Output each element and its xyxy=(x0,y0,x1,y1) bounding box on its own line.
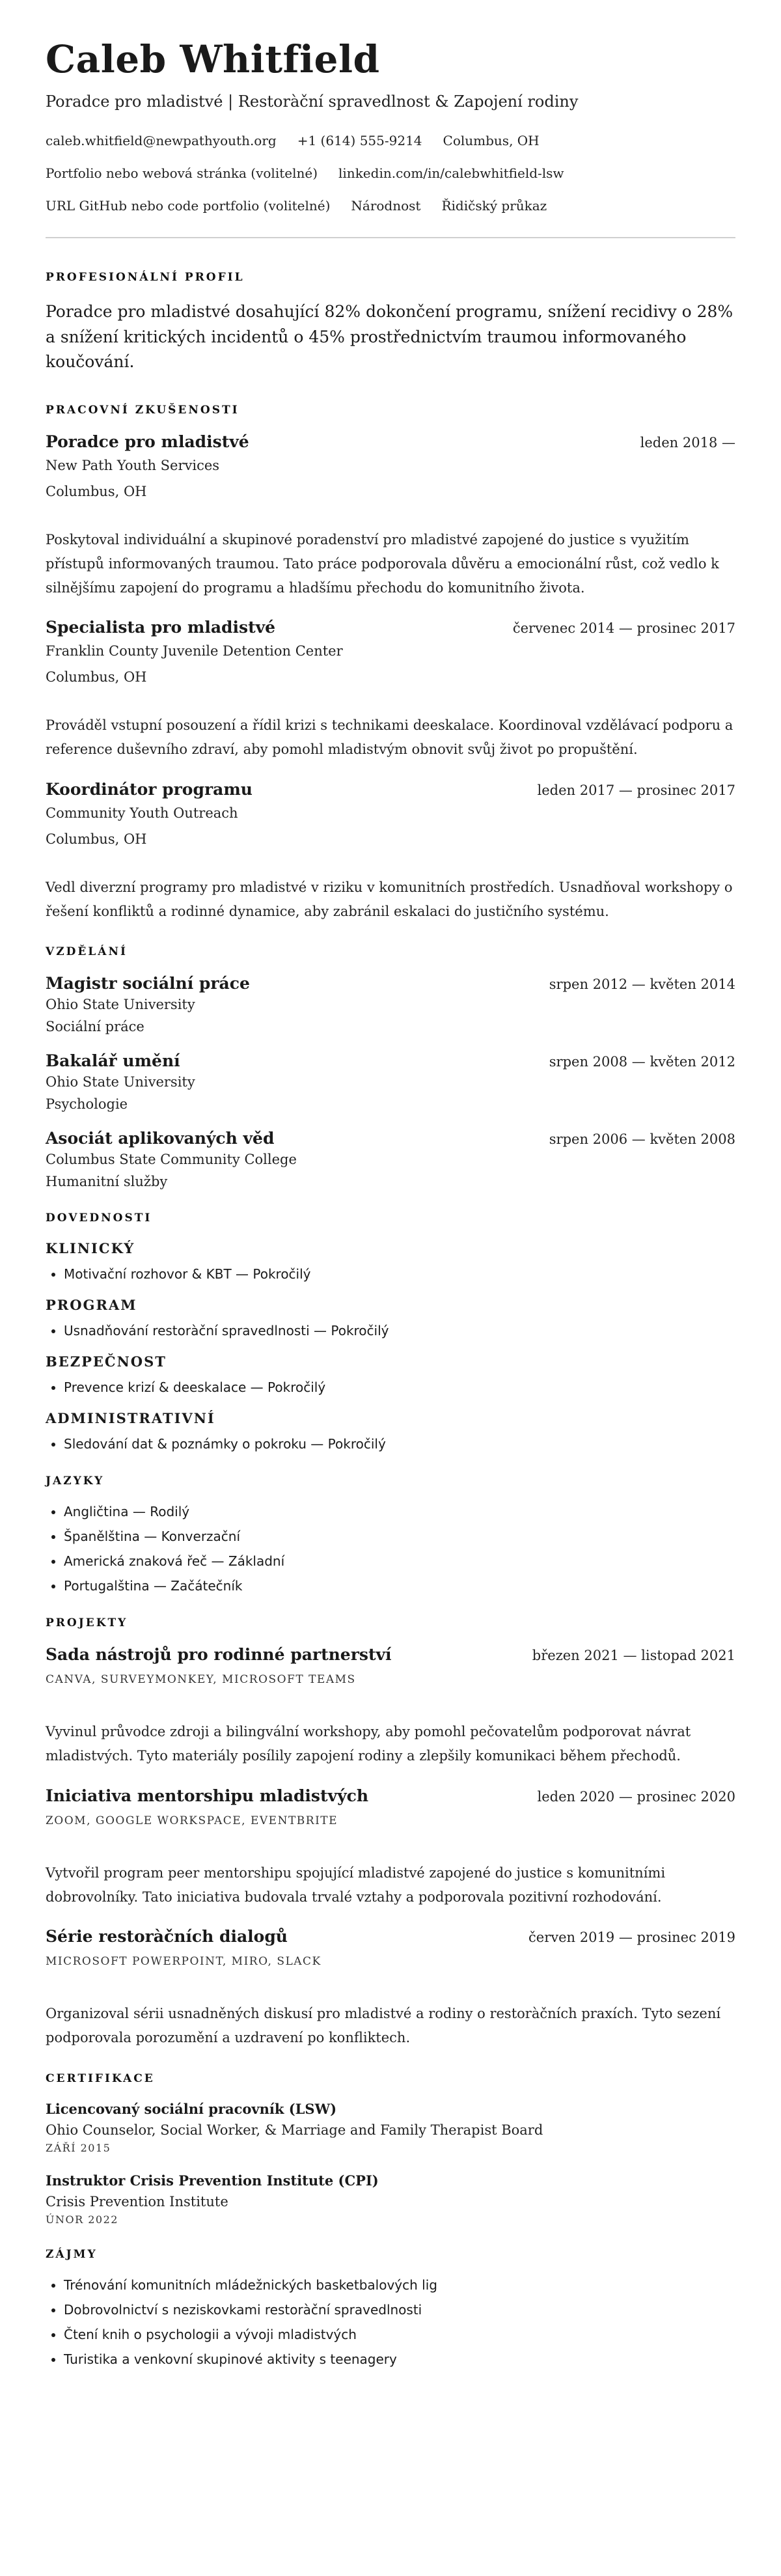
job-title: Koordinátor programu xyxy=(46,779,253,799)
project-entry xyxy=(46,1645,735,1768)
certification-entry xyxy=(46,2172,735,2226)
experience-entry xyxy=(46,618,735,762)
education-entry xyxy=(46,1129,735,1189)
project-entry xyxy=(46,1927,735,2050)
project-description: Vyvinul průvodce zdroji a bilingvální workshopy, aby pomohl pečovatelům podporovat návrat mladistvých. Tyto materiály posílily zapojení rodiny a zlepšily komunikaci během přechodů. xyxy=(46,1724,691,1764)
profile-summary: Poradce pro mladistvé dosahující 82% dokončení programu, snížení recidivy o 28% a snížení kritických incidentů o 45% prostřednictvím traumou informovaného koučování. xyxy=(46,301,733,372)
degree-title: Magistr sociální práce xyxy=(46,974,250,993)
skill-category: ADMINISTRATIVNÍ xyxy=(46,1410,215,1427)
nationality-text: Národnost xyxy=(351,197,421,214)
school-name: Ohio State University xyxy=(46,1074,195,1090)
job-date: červenec 2014 — prosinec 2017 xyxy=(512,620,735,637)
license-text: Řidičský průkaz xyxy=(441,197,547,214)
project-description: Organizoval sérii usnadněných diskusí pro mladistvé a rodiny o restoràčních praxích. Tyto sezení podporovala porozumění a uzdravení po konfliktech. xyxy=(46,2006,721,2046)
experience-heading: PRACOVNÍ ZKUŠENOSTI xyxy=(46,404,240,417)
projects-section xyxy=(46,1616,735,2050)
github-link[interactable]: URL GitHub nebo code portfolio (volitelné) xyxy=(46,197,331,214)
certification-date: ÚNOR 2022 xyxy=(46,2213,118,2226)
certifications-section xyxy=(46,2072,735,2226)
job-location: Columbus, OH xyxy=(46,831,147,847)
job-date: leden 2017 — prosinec 2017 xyxy=(537,782,735,798)
job-company: Franklin County Juvenile Detention Center xyxy=(46,643,343,659)
skill-category: KLINICKÝ xyxy=(46,1240,135,1257)
school-name: Columbus State Community College xyxy=(46,1152,297,1168)
interest-item: • Dobrovolnictví s neziskovkami restoràční spravedlnosti xyxy=(64,2301,735,2318)
education-entry xyxy=(46,1051,735,1112)
skill-group xyxy=(46,1410,735,1452)
certification-issuer: Crisis Prevention Institute xyxy=(46,2193,228,2209)
skill-item: • Sledování dat & poznámky o pokroku — Pokročilý xyxy=(64,1435,735,1452)
portfolio-link[interactable]: Portfolio nebo webová stránka (volitelné) xyxy=(46,165,318,181)
skill-group xyxy=(46,1353,735,1396)
language-item: • Španělština — Konverzační xyxy=(64,1528,735,1545)
skill-item: • Motivační rozhovor & KBT — Pokročilý xyxy=(64,1266,735,1282)
project-date: březen 2021 — listopad 2021 xyxy=(532,1648,735,1664)
certification-name: Licencovaný sociální pracovník (LSW) xyxy=(46,2100,337,2117)
candidate-name: Caleb Whitfield xyxy=(46,37,380,81)
job-date: leden 2018 — xyxy=(640,435,735,451)
certifications-heading: CERTIFIKACE xyxy=(46,2071,155,2085)
profile-section xyxy=(46,271,735,375)
project-date: leden 2020 — prosinec 2020 xyxy=(537,1788,735,1805)
degree-date: srpen 2012 — květen 2014 xyxy=(549,976,735,993)
school-name: Ohio State University xyxy=(46,997,195,1013)
contact-row-extra xyxy=(46,198,735,214)
skill-item: • Usnadňování restoràční spravedlnosti — Pokročilý xyxy=(64,1322,735,1339)
project-title: Sada nástrojů pro rodinné partnerství xyxy=(46,1645,392,1665)
job-title: Specialista pro mladistvé xyxy=(46,618,276,637)
education-section xyxy=(46,945,735,1189)
language-item: • Americká znaková řeč — Základní xyxy=(64,1553,735,1570)
header-divider xyxy=(46,237,735,238)
education-entry xyxy=(46,974,735,1034)
skills-heading: DOVEDNOSTI xyxy=(46,1212,152,1225)
degree-date: srpen 2006 — květen 2008 xyxy=(549,1131,735,1148)
job-location: Columbus, OH xyxy=(46,484,147,500)
degree-title: Bakalář umění xyxy=(46,1051,180,1071)
phone-text: +1 (614) 555-9214 xyxy=(297,132,422,148)
job-title: Poradce pro mladistvé xyxy=(46,432,249,452)
project-title: Série restoràčních dialogů xyxy=(46,1927,288,1946)
job-description: Prováděl vstupní posouzení a řídil krizi s technikami deeskalace. Koordinoval vzdělávací podporu a reference duševního zdraví, aby pomohl mladistvým obnovit svůj život po propuštění. xyxy=(46,717,733,758)
field-of-study: Sociální práce xyxy=(46,1019,144,1035)
language-item: • Angličtina — Rodilý xyxy=(64,1503,735,1520)
project-tools: MICROSOFT POWERPOINT, MIRO, SLACK xyxy=(46,1955,322,1969)
headline: Poradce pro mladistvé | Restoràční spravedlnost & Zapojení rodiny xyxy=(46,92,579,111)
interest-item: • Turistika a venkovní skupinové aktivity s teenagery xyxy=(64,2351,735,2368)
degree-title: Asociát aplikovaných věd xyxy=(46,1129,275,1148)
interests-heading: ZÁJMY xyxy=(46,2247,98,2261)
interests-list xyxy=(46,2277,735,2368)
job-description: Poskytoval individuální a skupinové poradenství pro mladistvé zapojené do justice s využitím přístupů informovaných traumou. Tato práce podporovala důvěru a emocionální růst, což vedlo k silnějšímu zapojení do programu a hladšímu přechodu do komunitního života. xyxy=(46,532,719,596)
language-item: • Portugalština — Začátečník xyxy=(64,1577,735,1594)
project-date: červen 2019 — prosinec 2019 xyxy=(528,1930,735,1946)
contact-row-primary xyxy=(46,133,735,148)
skill-item: • Prevence krizí & deeskalace — Pokročilý xyxy=(64,1379,735,1396)
certification-name: Instruktor Crisis Prevention Institute (CPI) xyxy=(46,2172,379,2189)
contact-row-links xyxy=(46,165,735,181)
field-of-study: Psychologie xyxy=(46,1096,128,1113)
project-tools: ZOOM, GOOGLE WORKSPACE, EVENTBRITE xyxy=(46,1814,338,1827)
languages-section xyxy=(46,1475,735,1594)
resume-header xyxy=(46,39,735,214)
experience-entry xyxy=(46,780,735,924)
languages-list xyxy=(46,1503,735,1594)
interest-item: • Trénování komunitních mládežnických basketbalových lig xyxy=(64,2277,735,2293)
job-location: Columbus, OH xyxy=(46,669,147,686)
skill-category: PROGRAM xyxy=(46,1297,137,1314)
field-of-study: Humanitní služby xyxy=(46,1174,168,1190)
skills-section xyxy=(46,1212,735,1452)
skill-category: BEZPEČNOST xyxy=(46,1353,167,1370)
skill-group xyxy=(46,1240,735,1282)
projects-heading: PROJEKTY xyxy=(46,1616,128,1630)
job-description: Vedl diverzní programy pro mladistvé v riziku v komunitních prostředích. Usnadňoval workshopy o řešení konfliktů a rodinné dynamice, aby zabránil eskalaci do justičního systému. xyxy=(46,879,733,919)
certification-entry xyxy=(46,2101,735,2154)
interests-section xyxy=(46,2248,735,2368)
project-tools: CANVA, SURVEYMONKEY, MICROSOFT TEAMS xyxy=(46,1673,356,1687)
skill-group xyxy=(46,1297,735,1339)
email-link[interactable]: caleb.whitfield@newpathyouth.org xyxy=(46,132,277,148)
job-company: New Path Youth Services xyxy=(46,458,220,474)
project-description: Vytvořil program peer mentorshipu spojující mladistvé zapojené do justice s komunitními dobrovolníky. Tato iniciativa budovala trvalé vztahy a podporovala pozitivní rozhodování. xyxy=(46,1864,666,1905)
certification-issuer: Ohio Counselor, Social Worker, & Marriage and Family Therapist Board xyxy=(46,2122,543,2138)
education-heading: VZDĚLÁNÍ xyxy=(46,945,128,959)
interest-item: • Čtení knih o psychologii a vývoji mladistvých xyxy=(64,2326,735,2343)
experience-entry xyxy=(46,432,735,600)
project-title: Iniciativa mentorshipu mladistvých xyxy=(46,1786,368,1805)
degree-date: srpen 2008 — květen 2012 xyxy=(549,1054,735,1070)
project-entry xyxy=(46,1786,735,1909)
linkedin-link[interactable]: linkedin.com/in/calebwhitfield-lsw xyxy=(338,165,564,181)
languages-heading: JAZYKY xyxy=(46,1475,105,1488)
experience-section xyxy=(46,404,735,923)
certification-date: ZÁŘÍ 2015 xyxy=(46,2141,111,2154)
job-company: Community Youth Outreach xyxy=(46,805,238,821)
profile-heading: PROFESIONÁLNÍ PROFIL xyxy=(46,270,245,284)
location-text: Columbus, OH xyxy=(443,132,540,148)
